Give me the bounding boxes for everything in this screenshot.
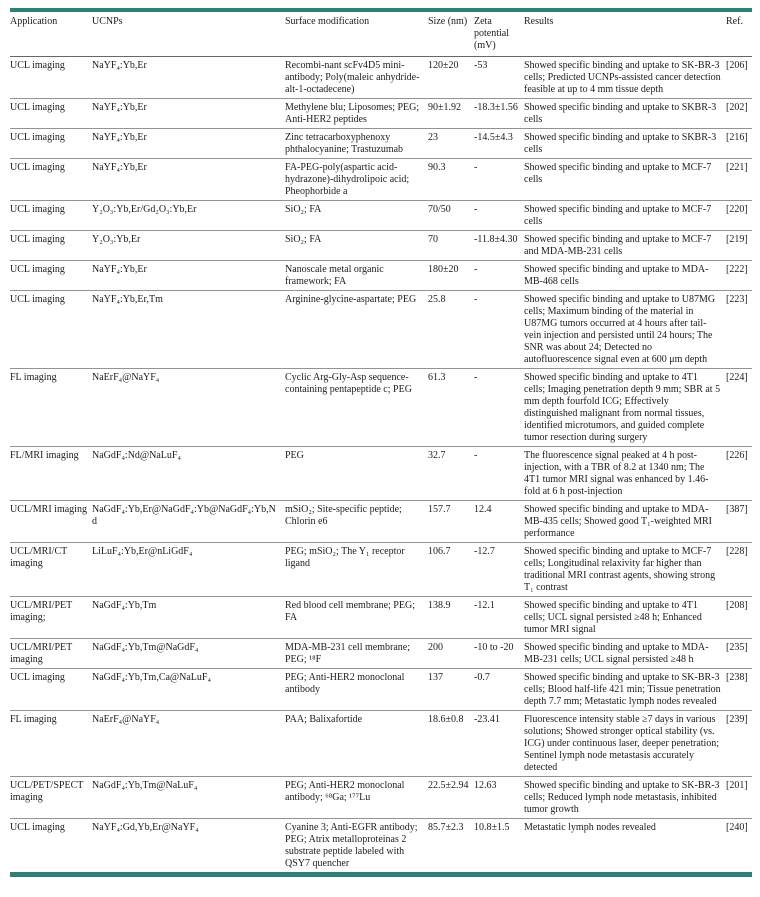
cell-size: 137 <box>428 669 474 711</box>
cell-surface: PEG <box>285 447 428 501</box>
cell-ref: [240] <box>726 821 748 833</box>
cell-results: Showed specific binding and uptake to SKBR-3 cells <box>524 129 726 159</box>
table-row <box>10 447 752 501</box>
table-row <box>10 159 752 201</box>
cell-results: Showed specific binding and uptake to MCF-7 cells <box>524 159 726 201</box>
cell-results: Showed specific binding and uptake to SK-BR-3 cells; Predicted UCNPs-assisted cancer detection feasible at up to 4 mm tissue depth <box>524 57 726 99</box>
cell-ref: [228] <box>726 543 752 597</box>
cell-surface: MDA-MB-231 cell membrane; PEG; ¹⁸F <box>285 639 428 669</box>
cell-application: UCL imaging <box>10 291 92 369</box>
cell-size: 106.7 <box>428 543 474 597</box>
cell-results: Showed specific binding and uptake to MCF-7 cells; Longitudinal relaxivity far higher than traditional MRI contrast agents, showing strong T₁ contrast <box>524 543 726 597</box>
cell-size: 90±1.92 <box>428 99 474 129</box>
cell-surface: PEG; Anti-HER2 monoclonal antibody; ⁶⁸Ga; ¹⁷⁷Lu <box>285 777 428 819</box>
cell-surface: SiO₂; FA <box>285 201 428 231</box>
col-header-ucnps: UCNPs <box>92 10 285 57</box>
cell-zeta: - <box>474 201 524 231</box>
col-header-zeta-potential: Zeta potential (mV) <box>474 10 524 57</box>
cell-zeta: -53 <box>474 57 524 99</box>
table-row <box>10 639 752 669</box>
cell-ucnps: NaGdF₄:Nd@NaLuF₄ <box>92 447 285 501</box>
cell-results: Showed specific binding and uptake to MCF-7 and MDA-MB-231 cells <box>524 231 726 261</box>
cell-application: UCL imaging <box>10 159 92 201</box>
cell-size: 22.5±2.94 <box>428 777 474 819</box>
table-row <box>10 231 752 261</box>
cell-ucnps: Y₂O₃:Yb,Er <box>92 231 285 261</box>
cell-ref: [202] <box>726 99 752 129</box>
cell-ucnps: NaYF₄:Yb,Er <box>92 261 285 291</box>
cell-ref: [239] <box>726 711 752 777</box>
cell-ref: [219] <box>726 231 752 261</box>
cell-ref: [222] <box>726 261 752 291</box>
cell-ucnps: Y₂O₃:Yb,Er/Gd₂O₃:Yb,Er <box>92 201 285 231</box>
cell-application: UCL imaging <box>10 821 65 833</box>
cell-surface: Zinc tetracarboxyphenoxy phthalocyanine; Trastuzumab <box>285 129 428 159</box>
cell-size: 138.9 <box>428 597 474 639</box>
cell-zeta: -23.41 <box>474 711 524 777</box>
col-header-surface-modification: Surface modification <box>285 10 428 57</box>
table-row <box>10 669 752 711</box>
cell-application: FL imaging <box>10 711 92 777</box>
table-row <box>10 291 752 369</box>
cell-application: FL/MRI imaging <box>10 447 92 501</box>
cell-surface: SiO₂; FA <box>285 231 428 261</box>
cell-size: 70 <box>428 231 474 261</box>
cell-ucnps: NaYF₄:Yb,Er <box>92 99 285 129</box>
cell-ref: [201] <box>726 777 752 819</box>
cell-zeta: - <box>474 291 524 369</box>
cell-application: UCL/MRI/CT imaging <box>10 543 92 597</box>
cell-ucnps: LiLuF₄:Yb,Er@nLiGdF₄ <box>92 543 285 597</box>
cell-surface: FA-PEG-poly(aspartic acid-hydrazone)-dihydrolipoic acid; Pheophorbide a <box>285 159 428 201</box>
col-header-application: Application <box>10 10 92 57</box>
cell-ucnps: NaYF₄:Yb,Er <box>92 57 285 99</box>
cell-zeta: -14.5±4.3 <box>474 129 524 159</box>
cell-ucnps: NaGdF₄:Yb,Tm@NaLuF₄ <box>92 777 285 819</box>
cell-results: Showed specific binding and uptake to SK-BR-3 cells; Blood half-life 421 min; Tissue penetration depth 7.7 mm; Metastatic lymph nodes revealed <box>524 669 726 711</box>
header-row <box>10 10 752 57</box>
cell-ucnps: NaGdF₄:Yb,Er@NaGdF₄:Yb@NaGdF₄:Yb,Nd <box>92 501 285 543</box>
cell-ref: [238] <box>726 669 752 711</box>
cell-surface: PEG; mSiO₂; The Y₁ receptor ligand <box>285 543 428 597</box>
cell-size: 90.3 <box>428 159 474 201</box>
cell-application: FL imaging <box>10 369 92 447</box>
cell-results: Showed specific binding and uptake to 4T1 cells; UCL signal persisted ≥48 h; Enhanced tumor MRI signal <box>524 597 726 639</box>
cell-application: UCL/MRI/PET imaging <box>10 639 92 669</box>
col-header-results: Results <box>524 10 726 57</box>
cell-ucnps: NaErF₄@NaYF₄ <box>92 369 285 447</box>
cell-ref: [221] <box>726 159 752 201</box>
cell-ref: [226] <box>726 447 752 501</box>
cell-surface: Arginine-glycine-aspartate; PEG <box>285 291 428 369</box>
cell-size: 18.6±0.8 <box>428 711 474 777</box>
cell-surface: Cyclic Arg-Gly-Asp sequence-containing pentapeptide c; PEG <box>285 369 428 447</box>
cell-size: 200 <box>428 639 474 669</box>
cell-results: Fluorescence intensity stable ≥7 days in various solutions; Showed stronger optical stability (vs. ICG) under continuous laser, deeper penetration; Sentinel lymph node metastasis accurately detected <box>524 711 726 777</box>
cell-zeta: -12.7 <box>474 543 524 597</box>
table-row <box>10 543 752 597</box>
cell-application: UCL/MRI/PET imaging; <box>10 597 92 639</box>
cell-ucnps: NaErF₄@NaYF₄ <box>92 711 285 777</box>
cell-results: Showed specific binding and uptake to U87MG cells; Maximum binding of the material in U87MG tumors occurred at 4 hours after tail-vein injection and persisted until 24 hours; The SNR was about 24; Detected no autofluorescence signal even at 600 μm depth <box>524 291 726 369</box>
cell-zeta: -11.8±4.30 <box>474 231 524 261</box>
cell-surface: Cyanine 3; Anti-EGFR antibody; PEG; Atrix metalloproteinas 2 substrate peptide labeled with QSY7 quencher <box>285 821 418 869</box>
cell-application: UCL imaging <box>10 129 92 159</box>
cell-zeta: - <box>474 369 524 447</box>
cell-size: 32.7 <box>428 447 474 501</box>
table-row <box>10 711 752 777</box>
cell-application: UCL imaging <box>10 201 92 231</box>
cell-size: 180±20 <box>428 261 474 291</box>
cell-results: Showed specific binding and uptake to SKBR-3 cells <box>524 99 726 129</box>
cell-ucnps: NaGdF₄:Yb,Tm@NaGdF₄ <box>92 639 285 669</box>
table-row <box>10 261 752 291</box>
cell-zeta: 10.8±1.5 <box>474 821 510 833</box>
cell-zeta: -18.3±1.56 <box>474 99 524 129</box>
table-row <box>10 777 752 819</box>
cell-ucnps: NaYF₄:Yb,Er,Tm <box>92 291 285 369</box>
cell-application: UCL/PET/SPECT imaging <box>10 777 92 819</box>
cell-application: UCL imaging <box>10 261 92 291</box>
cell-application: UCL imaging <box>10 231 92 261</box>
cell-ucnps: NaGdF₄:Yb,Tm <box>92 597 285 639</box>
table-row <box>10 597 752 639</box>
table-row <box>10 57 752 99</box>
cell-zeta: -12.1 <box>474 597 524 639</box>
cell-surface: Red blood cell membrane; PEG; FA <box>285 597 428 639</box>
cell-ucnps: NaYF₄:Yb,Er <box>92 129 285 159</box>
col-header-size: Size (nm) <box>428 10 474 57</box>
cell-ref: [208] <box>726 597 752 639</box>
cell-ref: [387] <box>726 501 752 543</box>
table-row <box>10 819 752 875</box>
cell-application: UCL imaging <box>10 669 92 711</box>
cell-zeta: - <box>474 447 524 501</box>
cell-size: 157.7 <box>428 501 474 543</box>
cell-zeta: 12.63 <box>474 777 524 819</box>
table-body <box>10 57 752 875</box>
cell-surface: mSiO₂; Site-specific peptide; Chlorin e6 <box>285 501 428 543</box>
cell-size: 120±20 <box>428 57 474 99</box>
cell-results: Showed specific binding and uptake to MDA-MB-435 cells; Showed good T₁-weighted MRI performance <box>524 501 726 543</box>
cell-ucnps: NaGdF₄:Yb,Tm,Ca@NaLuF₄ <box>92 669 285 711</box>
cell-results: The fluorescence signal peaked at 4 h post-injection, with a TBR of 8.2 at 1340 nm; The 4T1 tumor MRI signal was enhanced by 1.46-fold at 6 h post-injection <box>524 447 726 501</box>
cell-zeta: - <box>474 261 524 291</box>
cell-size: 70/50 <box>428 201 474 231</box>
cell-surface: Recombi-nant scFv4D5 mini-antibody; Poly(maleic anhydride-alt-1-octadecene) <box>285 57 428 99</box>
cell-surface: PEG; Anti-HER2 monoclonal antibody <box>285 669 428 711</box>
cell-surface: PAA; Balixafortide <box>285 711 428 777</box>
ucnp-applications-table <box>10 8 752 877</box>
cell-zeta: - <box>474 159 524 201</box>
cell-zeta: -0.7 <box>474 669 524 711</box>
cell-application: UCL/MRI imaging <box>10 501 92 543</box>
cell-results: Metastatic lymph nodes revealed <box>524 821 656 833</box>
cell-ref: [220] <box>726 201 752 231</box>
table-row <box>10 201 752 231</box>
cell-ucnps: NaYF₄:Gd,Yb,Er@NaYF₄ <box>92 821 199 833</box>
table-row <box>10 369 752 447</box>
cell-ref: [216] <box>726 129 752 159</box>
cell-size: 23 <box>428 129 474 159</box>
cell-ref: [224] <box>726 369 752 447</box>
cell-size: 85.7±2.3 <box>428 821 464 833</box>
cell-surface: Nanoscale metal organic framework; FA <box>285 261 428 291</box>
col-header-ref: Ref. <box>726 10 752 57</box>
cell-results: Showed specific binding and uptake to MCF-7 cells <box>524 201 726 231</box>
cell-zeta: 12.4 <box>474 501 524 543</box>
cell-ref: [206] <box>726 57 752 99</box>
cell-application: UCL imaging <box>10 99 92 129</box>
cell-size: 61.3 <box>428 369 474 447</box>
table-row <box>10 99 752 129</box>
cell-size: 25.8 <box>428 291 474 369</box>
cell-zeta: -10 to -20 <box>474 639 524 669</box>
cell-ref: [223] <box>726 291 752 369</box>
cell-results: Showed specific binding and uptake to 4T1 cells; Imaging penetration depth 9 mm; SBR at 5 mm depth fourfold ICG; Effectively distinguished malignant from normal tissues, identified microtumors, and guided complete tumor resection during surgery <box>524 369 726 447</box>
cell-results: Showed specific binding and uptake to MDA-MB-231 cells; UCL signal persisted ≥48 h <box>524 639 726 669</box>
cell-results: Showed specific binding and uptake to SK-BR-3 cells; Reduced lymph node metastasis, inhibited tumor growth <box>524 777 726 819</box>
table-row <box>10 501 752 543</box>
cell-ref: [235] <box>726 639 752 669</box>
cell-application: UCL imaging <box>10 57 92 99</box>
cell-ucnps: NaYF₄:Yb,Er <box>92 159 285 201</box>
table-header <box>10 10 752 57</box>
cell-surface: Methylene blu; Liposomes; PEG; Anti-HER2 peptides <box>285 99 428 129</box>
cell-results: Showed specific binding and uptake to MDA-MB-468 cells <box>524 261 726 291</box>
table-row <box>10 129 752 159</box>
